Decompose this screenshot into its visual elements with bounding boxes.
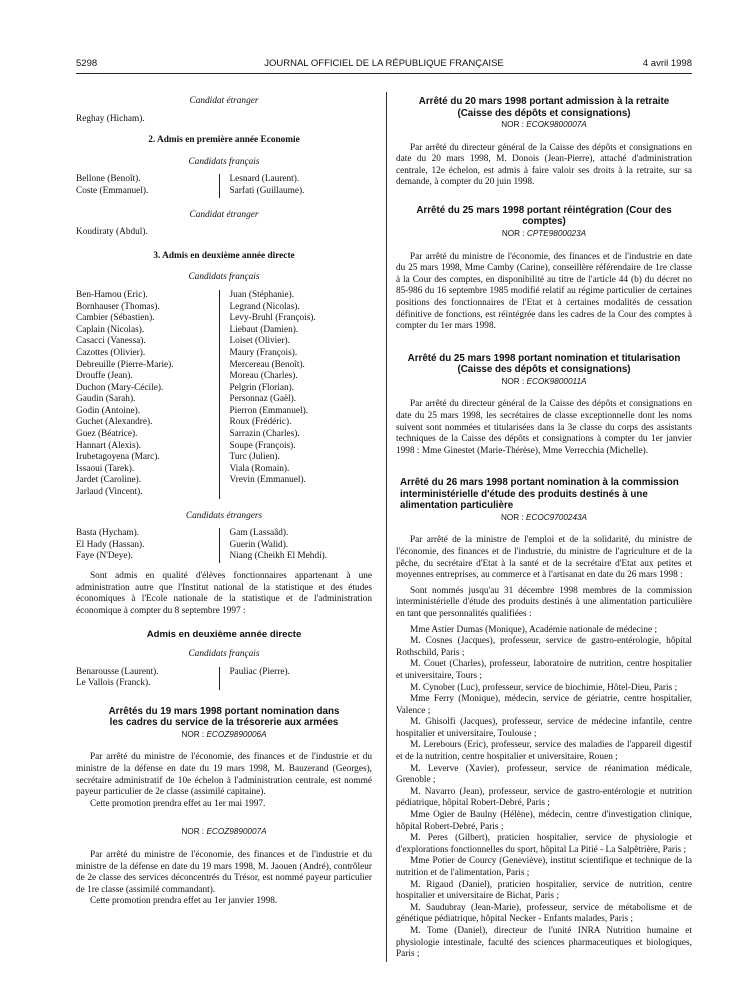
candidate-name: Turc (Julien). [229, 452, 280, 463]
name-list-col-a [76, 667, 219, 690]
candidate-name: Gam (Lassaâd). [229, 528, 289, 539]
decree-title: Arrêté du 25 mars 1998 portant nomination et titularisation (Caisse des dépôts et consignations) [407, 352, 681, 376]
name-list-col-b [219, 528, 373, 563]
category-label: Candidat étranger [189, 209, 259, 220]
member-entry: Mme Ferry (Monique), médecin, service de gériatrie, centre hospitalier, Valence ; [396, 694, 692, 716]
candidate-name: Roux (Frédéric). [229, 417, 292, 428]
issue-date: 4 avril 1998 [642, 58, 692, 69]
candidate-name: Viala (Romain). [229, 463, 290, 474]
name-list-col-b [219, 174, 373, 197]
candidate-name: Drouffe (Jean). [76, 371, 133, 382]
candidate-name: Koudiraty (Abdul). [76, 227, 148, 238]
paragraph: Sont admis en qualité d'élèves fonctionnaires appartenant à une administration autre que l'Institut national de la statistique et des études économiques à l'Ecole nationale de la statistique et de l'administration économique à compter du 8 septembre 1997 : [76, 571, 372, 616]
candidate-name: Guerin (Walid). [229, 539, 289, 550]
candidate-name: Mercereau (Benoît). [229, 359, 305, 370]
candidate-name: Godin (Antoine). [76, 405, 141, 416]
nor-label: NOR : [501, 228, 527, 238]
candidate-name: Cambier (Sébastien). [76, 313, 155, 324]
nor-code: ECOK9800007A [526, 120, 587, 129]
nor-reference [76, 826, 372, 838]
page-number: 5298 [76, 58, 98, 69]
candidate-name: Vrevin (Emmanuel). [229, 475, 306, 486]
candidate-name: Bornhauser (Thomas). [76, 301, 160, 312]
candidate-name: Ben-Hamou (Eric). [76, 289, 148, 300]
nor-reference [396, 228, 692, 240]
name-list [76, 528, 372, 563]
section-title: 3. Admis en deuxième année directe [153, 250, 295, 261]
candidate-name: Loiset (Olivier). [229, 336, 290, 347]
name-list [76, 290, 372, 499]
candidate-name: Jardet (Caroline). [76, 475, 142, 486]
name-list-col-b [219, 290, 373, 499]
candidate-name: Faye (N'Deye). [76, 551, 133, 562]
candidate-name: Guchet (Alexandre). [76, 417, 153, 428]
page-header [76, 58, 692, 72]
candidate-name: Pierron (Emmanuel). [229, 405, 308, 416]
section-title: Admis en deuxième année directe [146, 629, 302, 641]
paragraph: Cette promotion prendra effet au 1er janvier 1998. [90, 896, 278, 907]
candidate-name: Moreau (Charles). [229, 371, 298, 382]
decree-title: Arrêté du 25 mars 1998 portant réintégration (Cour des comptes) [416, 204, 672, 228]
candidate-name: Pelgrin (Florian). [229, 382, 295, 393]
member-entry: M. Cynober (Luc), professeur, service de biochimie, Hôtel-Dieu, Paris ; [410, 682, 678, 693]
candidate-name: Issaoui (Tarek). [76, 463, 135, 474]
paragraph: Par arrêté du ministre de l'économie, des finances et de l'industrie en date du 25 mars 1998, Mme Camby (Carine), conseillère référendaire de 1re classe à la Cour des comptes, en disponibilité au titre de l'article 44 (b) du décret no 85-986 du 16 septembre 1985 modifié relatif au régime particulier de certaines positions des fonctionnaires de l'Etat et à certaines modalités de cessation définitive de fonctions, est réintégrée dans les cadres de la Cour des comptes à compter du 1er mars 1998. [396, 251, 692, 332]
member-entry: M. Navarro (Jean), professeur, service de gastro-entérologie et nutrition pédiatrique, hôpital Robert-Debré, Paris ; [396, 786, 692, 809]
nor-code: ECOZ9890006A [206, 729, 267, 739]
member-entry: M. Tome (Daniel), directeur de l'unité INRA Nutrition humaine et physiologie intestinale, faculté des sciences pharmaceutiques et biologiques, Paris ; [396, 925, 692, 960]
candidate-name: Niang (Cheikh El Mehdi). [229, 551, 328, 562]
nor-label: NOR : [501, 376, 527, 386]
candidate-name: Liebaut (Damien). [229, 324, 299, 335]
candidate-name: Hannart (Alexis). [76, 440, 142, 451]
member-entry: M. Ghisolfi (Jacques), professeur, service de médecine infantile, centre hospitalier et universitaire, Toulouse ; [396, 717, 692, 739]
candidate-name: Soupe (François). [229, 440, 296, 451]
category-label: Candidat étranger [189, 96, 259, 106]
candidate-name: Reghay (Hicham). [76, 113, 145, 124]
nor-label: NOR : [181, 827, 207, 837]
candidate-name: Gaudin (Sarah). [76, 394, 136, 405]
paragraph: Sont nommés jusqu'au 31 décembre 1998 membres de la commission interministérielle d'étude des produits destinés à une alimentation particulière en tant que personnalités qualifiées : [396, 585, 692, 619]
nor-label: NOR : [500, 512, 527, 522]
right-column [396, 96, 692, 961]
candidate-name: Irubetagoyena (Marc). [76, 452, 160, 463]
candidate-name: Legrand (Nicolas). [229, 301, 300, 312]
paragraph: Par arrêté du directeur général de la Caisse des dépôts et consignations en date du 25 mars 1998, les secrétaires de classe exceptionnelle dont les noms suivent sont nommées et titularisées dans la 3e classe du corps des assistants techniques de la Caisse des dépôts et consignations à compter du 1er janvier 1998 : Mme Ginestet (Marie-Thérèse), Mme Verrecchia (Michelle). [396, 399, 692, 456]
nor-label: NOR : [181, 729, 207, 739]
paragraph: Par arrêté de la ministre de l'emploi et de la solidarité, du ministre de l'économie, des finances et de l'industrie, du ministre de l'agriculture et de la pêche, du secrétaire d'Etat à la santé et de la secrétaire d'Etat aux petites et moyennes entreprises, au commerce et à l'artisanat en date du 26 mars 1998 : [396, 535, 692, 581]
nor-label: NOR : [501, 120, 527, 129]
name-list-col-a [76, 174, 219, 197]
candidate-name: Duchon (Mary-Cécile). [76, 382, 164, 393]
candidate-name: Bellone (Benoît). [76, 174, 141, 185]
category-label: Candidats français [188, 272, 260, 283]
left-column [76, 96, 372, 908]
candidate-name: Lesnard (Laurent). [229, 174, 300, 185]
decree-title: Arrêté du 26 mars 1998 portant nomination à la commission interministérielle d'étude des produits destinés à une alimentation particulière [400, 477, 679, 512]
nor-code: CPTE9800023A [526, 228, 587, 238]
column-divider [386, 92, 387, 962]
journal-title: JOURNAL OFFICIEL DE LA RÉPUBLIQUE FRANÇAISE [264, 58, 504, 69]
member-entry: M. Lerebours (Eric), professeur, service des maladies de l'appareil digestif et de la nutrition, centre hospitalier et universitaire, Rouen ; [396, 740, 692, 763]
section-title: 2. Admis en première année Economie [148, 135, 300, 146]
member-entry: Mme Ogier de Baulny (Hélène), médecin, centre d'investigation clinique, hôpital Robert-Debré, Paris ; [396, 810, 692, 832]
paragraph: Cette promotion prendra effet au 1er mai 1997. [90, 798, 266, 809]
name-list [76, 174, 372, 197]
member-list [396, 625, 692, 961]
candidate-name: Le Vallois (Franck). [76, 678, 151, 689]
nor-reference [396, 119, 692, 131]
member-entry: Mme Astier Dumas (Monique), Académie nationale de médecine ; [410, 624, 658, 635]
candidate-name: Sarfati (Guillaume). [229, 185, 305, 196]
nor-reference [76, 729, 372, 741]
decree-title: Arrêté du 20 mars 1998 portant admission à la retraite (Caisse des dépôts et consignations) [418, 96, 670, 119]
member-entry: Mme Potier de Courcy (Geneviève), institut scientifique et technique de la nutrition et de l'alimentation, Paris ; [396, 856, 692, 878]
candidate-name: Jarlaud (Vincent). [76, 487, 143, 498]
paragraph: Par arrêté du ministre de l'économie, des finances et de l'industrie et du ministre de la défense en date du 19 mars 1998, M. Jaouen (André), contrôleur de 2e classe des services déconcentrés du Trésor, est nommé payeur particulier de 1re classe (assimilé commandant). [76, 849, 372, 895]
name-list [76, 667, 372, 690]
paragraph: Par arrêté du ministre de l'économie, des finances et de l'industrie et du ministre de la défense en date du 19 mars 1998, M. Bauzerand (Georges), secrétaire administratif de 10e échelon à l'administration centrale, est nommé payeur particulier de 2e classe (assimilé capitaine). [76, 752, 372, 798]
nor-reference [396, 376, 692, 388]
member-entry: M. Cosnes (Jacques), professeur, service de gastro-entérologie, hôpital Rothschild, Paris ; [396, 636, 692, 658]
candidate-name: El Hady (Hassan). [76, 539, 145, 550]
candidate-name: Guez (Béatrice). [76, 429, 138, 440]
category-label: Candidats français [188, 648, 260, 659]
candidate-name: Debreuille (Pierre-Marie). [76, 359, 174, 370]
candidate-name: Basta (Hycham). [76, 528, 139, 539]
decree-title: Arrêtés du 19 mars 1998 portant nomination dans les cadres du service de la trésorerie aux armées [108, 705, 340, 729]
name-list-col-b [219, 667, 373, 690]
candidate-name: Cazottes (Olivier). [76, 347, 146, 358]
paragraph: Par arrêté du directeur général de la Caisse des dépôts et consignations en date du 20 mars 1998, M. Donois (Jean-Pierre), attaché d'administration centrale, 12e échelon, est admis à faire valoir ses droits à la retraite, sur sa demande, à compter du 20 juin 1998. [396, 142, 692, 188]
member-entry: M. Leverve (Xavier), professeur, service de réanimation médicale, Grenoble ; [396, 763, 692, 786]
category-label: Candidats français [188, 156, 260, 167]
candidate-name: Pauliac (Pierre). [229, 666, 290, 677]
candidate-name: Maury (François). [229, 347, 298, 358]
candidate-name: Sarrazin (Charles). [229, 429, 300, 440]
candidate-name: Casacci (Vanessa). [76, 336, 146, 347]
candidate-name: Levy-Bruhl (François). [229, 313, 316, 324]
nor-code: ECOC9700243A [526, 512, 588, 522]
member-entry: M. Peres (Gilbert), praticien hospitalier, service de physiologie et d'explorations fonctionnelles du sport, hôpital La Pitié - La Salpêtrière, Paris ; [396, 833, 692, 855]
member-entry: M. Saudubray (Jean-Marie), professeur, service de métabolisme et de génétique pédiatrique, hôpital Necker - Enfants malades, Paris ; [396, 902, 692, 925]
nor-reference [396, 512, 692, 524]
candidate-name: Personnaz (Gaël). [229, 394, 297, 405]
candidate-name: Coste (Emmanuel). [76, 185, 149, 196]
candidate-name: Benarousse (Laurent). [76, 666, 159, 677]
candidate-name: Juan (Stéphanie). [229, 289, 295, 300]
name-list-col-a [76, 528, 219, 563]
nor-code: ECOK9800011A [526, 376, 587, 386]
header-rule [76, 73, 692, 74]
candidate-name: Caplain (Nicolas). [76, 324, 145, 335]
nor-code: ECOZ9890007A [206, 827, 267, 837]
member-entry: M. Couet (Charles), professeur, laboratoire de nutrition, centre hospitalier et universitaire, Tours ; [396, 659, 692, 681]
member-entry: M. Rigaud (Daniel), praticien hospitalier, service de nutrition, centre hospitalier et universitaire de Bichat, Paris ; [396, 879, 692, 902]
name-list-col-a [76, 290, 219, 499]
category-label: Candidats étrangers [185, 510, 263, 521]
